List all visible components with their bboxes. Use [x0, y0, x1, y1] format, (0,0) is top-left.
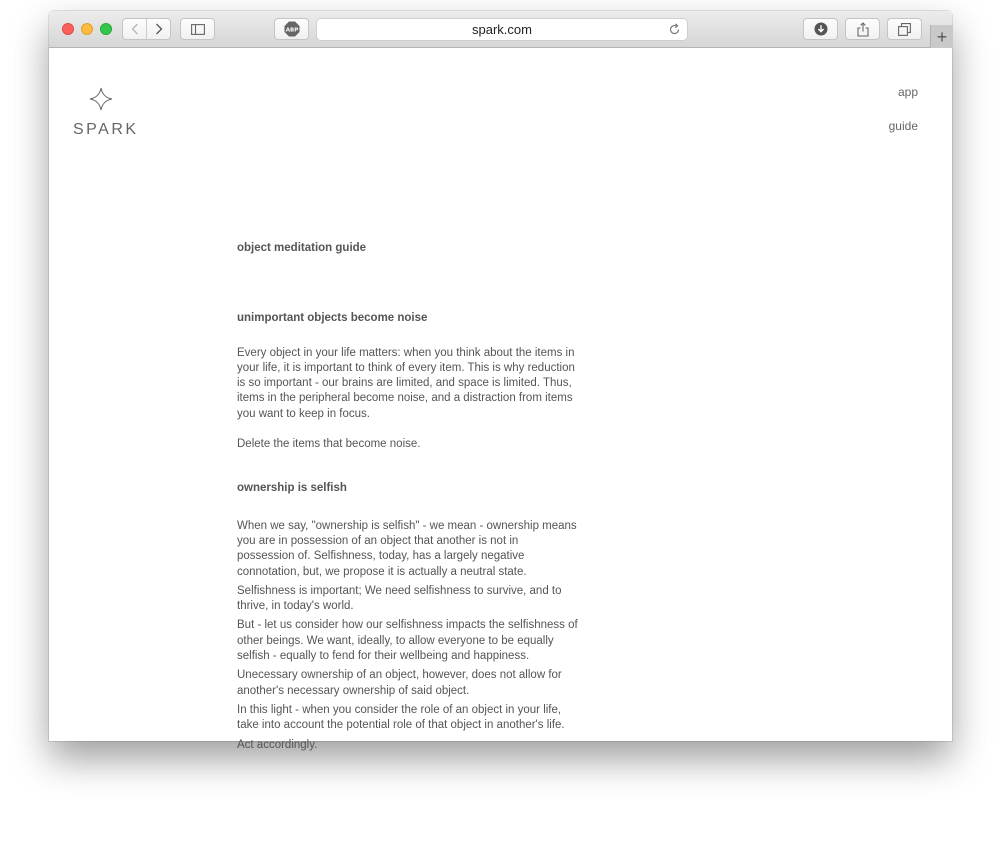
browser-toolbar: [49, 11, 952, 48]
share-button[interactable]: [845, 18, 880, 40]
paragraph: When we say, "ownership is selfish" - we mean - ownership means you are in possession of an object that another is not in possession of. Selfishness, today, has a largely negative connotation, but, we propose it is actually a neutral state.: [237, 519, 577, 578]
paragraph: But - let us consider how our selfishness impacts the selfishness of other beings. We want, ideally, to allow everyone to be equally selfish - equally to fend for their wellbeing and happiness.: [237, 619, 578, 663]
share-icon: [857, 22, 869, 37]
tab-overview-button[interactable]: [887, 18, 922, 40]
chevron-left-icon: [131, 23, 139, 35]
downloads-button[interactable]: [803, 18, 838, 40]
new-tab-button[interactable]: [930, 25, 953, 48]
svg-text:ABP: ABP: [285, 27, 298, 34]
paragraph: Every object in your life matters: when you think about the items in your life, it is important to think of every item. This is why reduction is so important - our brains are limited, and space is limited. Thus, items in the peripheral become noise, and a distraction from items you want to keep in focus.: [237, 346, 575, 420]
zoom-window-button[interactable]: [100, 23, 112, 35]
nav-link-app[interactable]: app: [897, 85, 918, 99]
address-bar[interactable]: [316, 18, 688, 41]
section-heading: unimportant objects become noise: [237, 312, 428, 325]
nav-link-guide[interactable]: guide: [888, 119, 918, 133]
paragraph: Unecessary ownership of an object, however, does not allow for another's necessary ownership of said object.: [237, 669, 562, 697]
spark-logo-icon[interactable]: [89, 87, 113, 111]
tabs-icon: [898, 23, 911, 36]
adblock-icon: [284, 21, 300, 37]
reload-icon[interactable]: [668, 23, 681, 36]
paragraph: Delete the items that become noise.: [237, 438, 421, 451]
url-text: spark.com: [472, 22, 532, 37]
site-logo-text[interactable]: SPARK: [73, 121, 139, 138]
download-icon: [814, 22, 828, 36]
paragraph: In this light - when you consider the role of an object in your life, take into account the potential role of that object in another's life.: [237, 703, 565, 732]
paragraph: Selfishness is important; We need selfishness to survive, and to thrive, in today's world.: [237, 584, 562, 613]
sidebar-toggle-button[interactable]: [180, 18, 215, 40]
plus-icon: +: [936, 26, 948, 47]
minimize-window-button[interactable]: [81, 23, 93, 35]
browser-window: [49, 11, 952, 751]
section-heading: ownership is selfish: [237, 482, 347, 495]
adblock-button[interactable]: [274, 18, 309, 40]
sidebar-icon: [191, 24, 205, 35]
web-page: [49, 48, 952, 751]
chevron-right-icon: [155, 23, 163, 35]
close-window-button[interactable]: [62, 23, 74, 35]
article-title: object meditation guide: [237, 242, 367, 254]
back-button[interactable]: [123, 19, 146, 39]
forward-button[interactable]: [146, 19, 170, 39]
paragraph: Act accordingly.: [237, 738, 318, 751]
history-nav: [122, 18, 171, 40]
article: [237, 241, 579, 753]
